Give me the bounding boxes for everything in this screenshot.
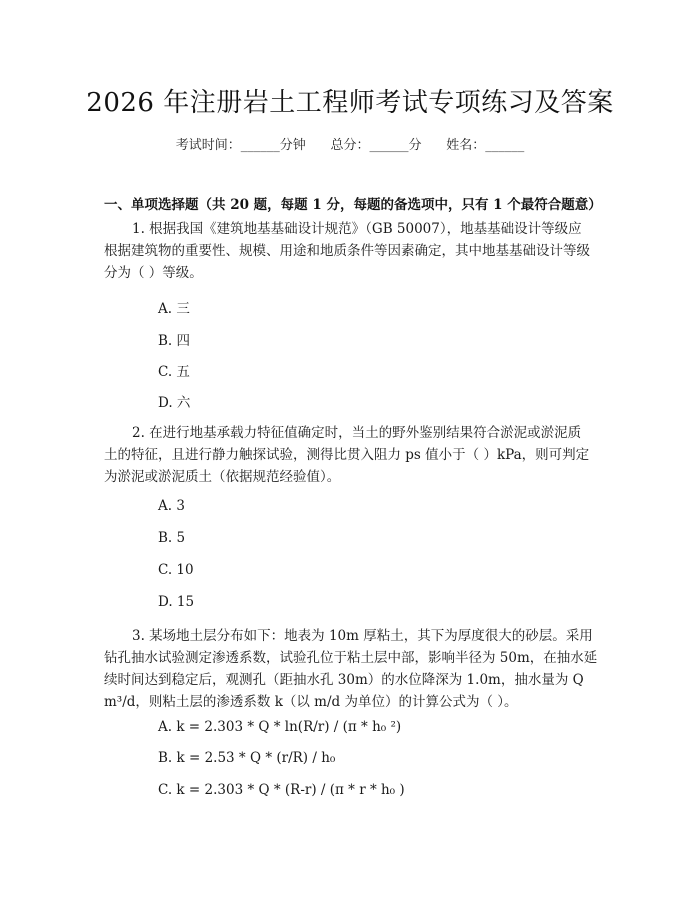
question-2 bbox=[104, 422, 600, 488]
option-c[interactable]: C. k = 2.303 * Q * (R-r) / (π * r * h₀ ) bbox=[158, 782, 405, 798]
question-1 bbox=[104, 218, 600, 284]
option-a[interactable]: A. 三 bbox=[158, 301, 190, 317]
option-d[interactable]: D. 六 bbox=[158, 395, 191, 411]
question-text-line: 土的特征，且进行静力触探试验，测得比贯入阻力 ps 值小于（ ）kPa，则可判定 bbox=[104, 447, 590, 463]
exam-info-line: 考试时间：______分钟 总分：______分 姓名：______ bbox=[175, 138, 525, 153]
option-d[interactable]: D. 15 bbox=[158, 594, 195, 610]
document-title: 2026 年注册岩土工程师考试专项练习及答案 bbox=[86, 88, 614, 118]
question-text-line: 续时间达到稳定后，观测孔（距抽水孔 30m）的水位降深为 1.0m，抽水量为 Q bbox=[104, 672, 584, 688]
option-b[interactable]: B. k = 2.53 * Q * (r/R) / h₀ bbox=[158, 750, 336, 766]
option-b[interactable]: B. 5 bbox=[158, 530, 186, 546]
question-text-line: m³/d，则粘土层的渗透系数 k（以 m/d 为单位）的计算公式为（ ）。 bbox=[104, 694, 518, 710]
question-text-line: 分为（ ）等级。 bbox=[104, 265, 203, 281]
option-c[interactable]: C. 五 bbox=[158, 364, 190, 380]
option-a[interactable]: A. 3 bbox=[158, 498, 185, 514]
question-3 bbox=[104, 625, 600, 713]
question-text-line: 2. 在进行地基承载力特征值确定时，当土的野外鉴别结果符合淤泥或淤泥质 bbox=[132, 425, 582, 441]
question-text-line: 1. 根据我国《建筑地基基础设计规范》（GB 50007），地基基础设计等级应 bbox=[132, 221, 582, 237]
question-text-line: 3. 某场地土层分布如下：地表为 10m 厚粘土，其下为厚度很大的砂层。采用 bbox=[132, 628, 593, 644]
question-text-line: 为淤泥或淤泥质土（依据规范经验值）。 bbox=[104, 469, 341, 485]
section-heading: 一、单项选择题（共 20 题，每题 1 分，每题的备选项中，只有 1 个最符合题意） bbox=[104, 197, 602, 213]
question-text-line: 钻孔抽水试验测定渗透系数，试验孔位于粘土层中部，影响半径为 50m，在抽水延 bbox=[104, 650, 598, 666]
option-a[interactable]: A. k = 2.303 * Q * ln(R/r) / (π * h₀ ²) bbox=[158, 719, 402, 735]
option-c[interactable]: C. 10 bbox=[158, 562, 194, 578]
option-b[interactable]: B. 四 bbox=[158, 333, 191, 349]
question-text-line: 根据建筑物的重要性、规模、用途和地质条件等因素确定，其中地基基础设计等级 bbox=[104, 243, 590, 259]
